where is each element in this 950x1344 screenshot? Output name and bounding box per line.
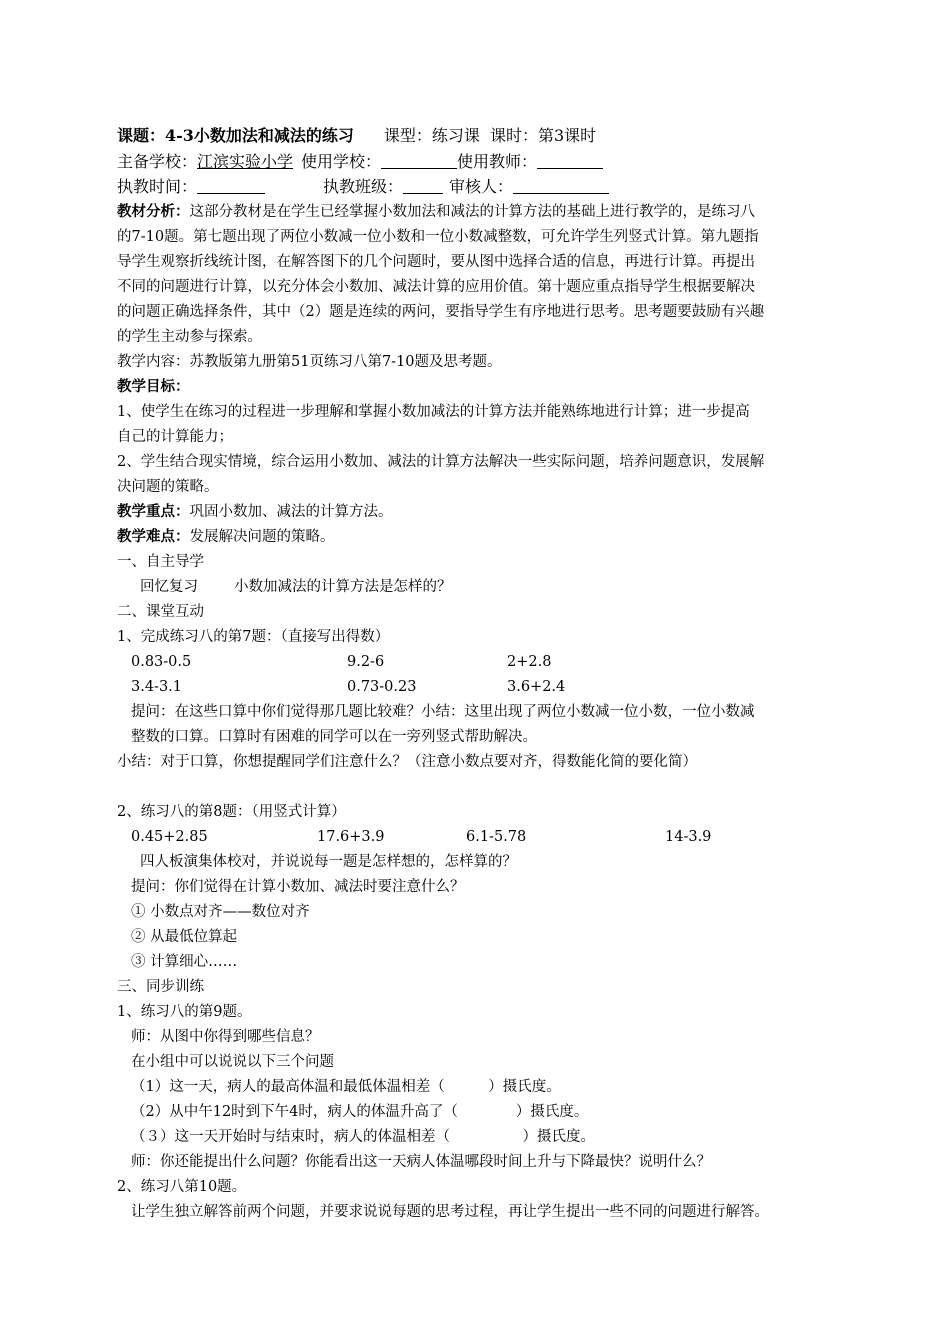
header-row-3 [117, 175, 609, 199]
difficulty: 教学难点：发展解决问题的策略。 [117, 528, 335, 545]
calc-item: 6.1-5.78 [466, 829, 527, 845]
exercise-10-instruction: 让学生独立解答前两个问题，并要求说说每题的思考过程，再让学生提出一些不同的问题进行解答。 [131, 1204, 769, 1220]
calc-item: 3.6+2.4 [507, 679, 566, 695]
calc-item: 0.73-0.23 [347, 679, 417, 695]
main-school-value: 江滨实验小学 [197, 152, 294, 171]
teach-class-label: 执教班级： [323, 177, 404, 196]
header-row-1 [117, 124, 596, 148]
tip-3: ③ 计算细心…… [131, 954, 238, 970]
calc-item: 3.4-3.1 [131, 679, 183, 695]
reviewer-label: 审核人： [449, 177, 514, 196]
key-point: 教学重点：巩固小数加、减法的计算方法。 [117, 503, 393, 520]
summary-line: 小结：对于口算，你想提醒同学们注意什么？（注意小数点要对齐，得数能化简的要化简） [117, 754, 697, 770]
lesson-period: 课时：第3课时 [489, 126, 597, 145]
teach-time-label: 执教时间： [117, 177, 198, 196]
calc-item: 14-3.9 [665, 829, 712, 845]
teach-class-blank [403, 177, 443, 194]
analysis-line-1: 教材分析：这部分教材是在学生已经掌握小数加法和减法的计算方法的基础上进行教学的，是练习八 [117, 203, 755, 220]
objective-1-line-2: 自己的计算能力； [117, 429, 233, 445]
question-line-2: 整数的口算。口算时有困难的同学可以在一旁列竖式帮助解决。 [131, 729, 537, 745]
exercise-7-heading: 1、完成练习八的第7题：（直接写出得数） [117, 629, 390, 645]
lesson-type: 课型：练习课 [383, 126, 480, 145]
objective-1-line-1: 1、使学生在练习的过程进一步理解和掌握小数加减法的计算方法并能熟练地进行计算；进一步提高 [117, 404, 750, 420]
problem-3: （３）这一天开始时与结束时，病人的体温相差（ ）摄氏度。 [131, 1129, 595, 1145]
analysis-line-2: 的7-10题。第七题出现了两位小数减一位小数和一位小数减整数，可允许学生列竖式计算。第九题指 [117, 229, 759, 245]
section-1-heading: 一、自主导学 [117, 554, 204, 570]
analysis-line-4: 不同的问题进行计算，以充分体会小数加、减法计算的应用价值。第十题应重点指导学生根据要解决 [117, 279, 755, 295]
analysis-heading: 教材分析： [117, 203, 190, 220]
analysis-line-5: 的问题正确选择条件，其中（2）题是连续的两问，要指导学生有序地进行思考。思考题要鼓励有兴趣 [117, 304, 765, 320]
calc-item: 0.83-0.5 [131, 654, 192, 670]
main-school-label: 主备学校： [117, 152, 198, 171]
ex8-question: 提问：你们觉得在计算小数加、减法时要注意什么？ [131, 879, 465, 895]
teacher-followup: 师：你还能提出什么问题？你能看出这一天病人体温哪段时间上升与下降最快？说明什么？ [131, 1154, 711, 1170]
tip-1: ① 小数点对齐——数位对齐 [131, 904, 310, 920]
section-3-heading: 三、同步训练 [117, 979, 204, 995]
analysis-line-6: 的学生主动参与探索。 [117, 329, 262, 345]
section-2-heading: 二、课堂互动 [117, 604, 204, 620]
problem-2: （2）从中午12时到下午4时，病人的体温升高了（ ）摄氏度。 [131, 1104, 589, 1120]
calc-item: 9.2-6 [347, 654, 385, 670]
teach-time-blank [197, 177, 265, 194]
header-row-2 [117, 150, 603, 174]
use-school-blank [381, 152, 457, 169]
group-discussion: 在小组中可以说说以下三个问题 [131, 1054, 334, 1070]
teacher-question: 师：从图中你得到哪些信息？ [131, 1029, 320, 1045]
problem-1: （1）这一天，病人的最高体温和最低体温相差（ ）摄氏度。 [131, 1079, 561, 1095]
use-school-label: 使用学校： [301, 152, 382, 171]
objectives-heading: 教学目标： [117, 378, 190, 395]
lesson-title: 课题：4-3小数加法和减法的练习 [117, 126, 354, 145]
tip-2: ② 从最低位算起 [131, 929, 238, 945]
board-practice-line: 四人板演集体校对，并说说每一题是怎样想的，怎样算的？ [140, 854, 517, 870]
question-line-1: 提问：在这些口算中你们觉得那几题比较难？小结：这里出现了两位小数减一位小数，一位小数减 [131, 704, 755, 720]
exercise-8-heading: 2、练习八的第8题：（用竖式计算） [117, 804, 346, 820]
calc-item: 0.45+2.85 [131, 829, 208, 845]
exercise-9-heading: 1、练习八的第9题。 [117, 1004, 252, 1020]
calc-item: 2+2.8 [507, 654, 552, 670]
exercise-10-heading: 2、练习八第10题。 [117, 1179, 247, 1195]
objective-2-line-1: 2、学生结合现实情境，综合运用小数加、减法的计算方法解决一些实际问题，培养问题意识，发展解 [117, 454, 765, 470]
calc-item: 17.6+3.9 [317, 829, 385, 845]
analysis-line-3: 导学生观察折线统计图，在解答图下的几个问题时，要从图中选择合适的信息，再进行计算。再提出 [117, 254, 755, 270]
reviewer-blank [513, 177, 609, 194]
use-teacher-blank [537, 152, 603, 169]
teaching-content: 教学内容：苏教版第九册第51页练习八第7-10题及思考题。 [117, 354, 502, 370]
objective-2-line-2: 决问题的策略。 [117, 479, 219, 495]
review-line: 回忆复习 小数加减法的计算方法是怎样的？ [140, 579, 452, 595]
use-teacher-label: 使用教师： [457, 152, 538, 171]
